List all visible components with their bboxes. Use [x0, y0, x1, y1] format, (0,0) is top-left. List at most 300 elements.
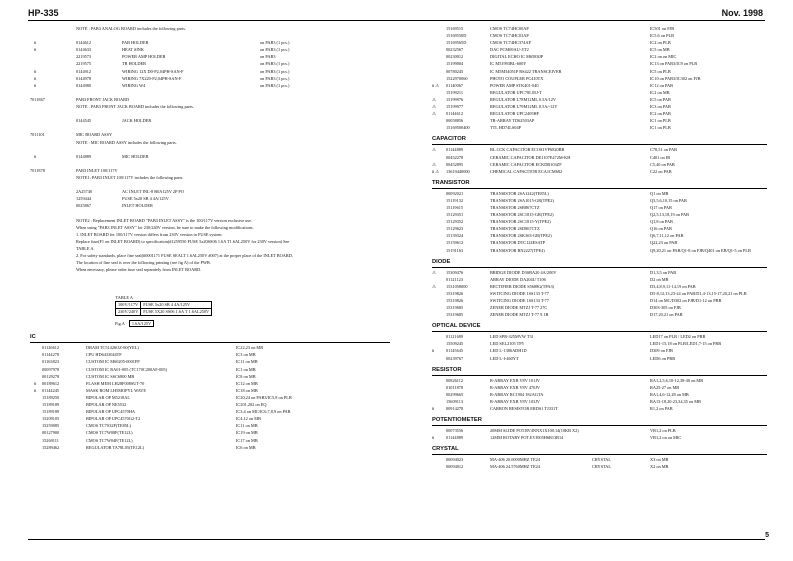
section-title: DIODE: [432, 258, 451, 265]
parts-row: [30, 117, 390, 124]
part-number: 00094023: [446, 457, 464, 463]
description: SWITCING DIODE 1SS133 T-77: [490, 290, 549, 296]
note-text: NOTE : MIC BOARD ASSY includes the following parts.: [76, 139, 177, 145]
reference: D2 on MB: [650, 276, 669, 282]
reference: on PAB3 (1 pcs.): [260, 40, 290, 46]
mark: #: [34, 82, 37, 88]
page-header-date: Nov. 1998: [721, 8, 763, 18]
section-title: RESISTOR: [432, 366, 462, 373]
parts-row: [30, 422, 390, 429]
parts-row: [30, 394, 390, 401]
description: DAC PCM69AU-J/T2: [490, 47, 529, 53]
parts-row: [30, 103, 390, 110]
note-text: 1. INLET BOARD for 100/117V version differs from 230V version in FUSE system.: [76, 231, 223, 237]
reference: on PAB3 (1 pcs.): [260, 68, 290, 74]
section-rule: [30, 342, 390, 343]
description: CERAMIC CAPACITOR ECKDB103ZF: [490, 161, 562, 167]
part-number: 0144612: [76, 40, 92, 46]
reference: LED6 on PRB: [650, 355, 676, 361]
description: TRANSISTOR 2SC1815-GR(TPE2): [490, 212, 554, 218]
section-rule: [432, 425, 767, 426]
type: CRYSTAL: [592, 457, 611, 463]
description: ZENER DIODE MTZJ T-77 9.1B: [490, 312, 549, 318]
description: DRAM TC51426OZ-60(YEL): [86, 345, 139, 351]
description: PAB HOLDER: [122, 40, 149, 46]
parts-row: [432, 211, 767, 218]
parts-row: [432, 146, 767, 153]
parts-row: [30, 75, 390, 82]
mark: #: [34, 153, 37, 159]
mark: # ⚠: [432, 82, 440, 88]
description: WIRING 12X D0-P2,04PH-SAN-F: [122, 68, 184, 74]
part-number: 01121123: [446, 276, 463, 282]
part-number: 00189612: [42, 380, 60, 386]
parts-row: [432, 304, 767, 311]
table-cell: FUSE 5x20 SB 4 4A/125V: [141, 302, 212, 309]
parts-row: [432, 161, 767, 168]
reference: on PAB3 (1 pcs.): [260, 47, 290, 53]
part-number: 1531058000: [446, 283, 468, 289]
description: R-ARRAY EXB V8V 103JV: [490, 398, 541, 404]
part-number: 15119132: [446, 197, 464, 203]
part-number: 01163823: [42, 359, 60, 365]
mark: ⚠: [432, 283, 436, 289]
part-number: 01144245: [42, 387, 60, 393]
reference: Q22,23 on PAB: [650, 240, 678, 246]
part-number: 15169500400: [446, 125, 470, 131]
description: CMOS TC74HC03AP: [490, 33, 529, 39]
reference: D309 on FJB: [650, 348, 673, 354]
reference: VR1,2 on on MIC: [650, 435, 682, 441]
reference: Q17 on PAB: [650, 204, 672, 210]
part-number: 0144545: [76, 118, 92, 124]
mark: #: [432, 348, 435, 354]
parts-row: [30, 53, 390, 60]
parts-row: [432, 117, 767, 124]
reference: IC5,6 on PLB: [650, 33, 674, 39]
parts-row: [30, 110, 390, 117]
mark: #: [432, 406, 435, 412]
note-text: PAB3 INLET 100/117V: [76, 167, 118, 173]
reference: IC12 on MB: [236, 380, 258, 386]
parts-row: [432, 190, 767, 197]
part-number: 0025867: [76, 203, 92, 209]
part-number: 0144889: [76, 153, 92, 159]
part-number: 0144978: [76, 75, 92, 81]
reference: IC3,4 on MC/IC6,7,8,9 on PAB: [236, 409, 291, 415]
part-number: 15319826: [446, 290, 464, 296]
part-number: 0144912: [76, 68, 92, 74]
reference: RA1,4,6-12,28 on MB: [650, 391, 689, 397]
description: TR HOLDER: [122, 61, 146, 67]
description: R-ARRAY EXB V8V 101JV: [490, 377, 541, 383]
description: REGULATOR TA78L05(TE12L): [86, 444, 145, 450]
parts-row: [432, 204, 767, 211]
header-rule: [28, 20, 765, 21]
reference: D17,20,21 on PAB: [650, 312, 683, 318]
parts-row: [30, 32, 390, 39]
part-number: 00230012: [446, 54, 464, 60]
note-text: TABLE A.: [76, 245, 95, 251]
table-cell: FUSE 5X20 SS06 1.6A T 1.6AL250V: [141, 309, 212, 316]
parts-row: [30, 89, 390, 96]
reference: IC1 on MB: [236, 366, 256, 372]
reference: IC1 on PLB: [650, 118, 671, 124]
part-number: 15319685: [446, 312, 464, 318]
part-number: 15269111: [42, 437, 59, 443]
table-row: [116, 302, 212, 309]
parts-row: [432, 297, 767, 304]
description: TRANSISTOR RN2227(TPE4): [490, 247, 545, 253]
reference: C78,51 on PAB: [650, 147, 677, 153]
reference: on PAB3 (1 pcs.): [260, 75, 290, 81]
parts-row: [30, 96, 390, 103]
parts-row: [432, 427, 767, 434]
section-title-ic: IC: [30, 334, 36, 341]
part-number: 15209105: [42, 416, 60, 422]
reference: IC1 on PLB: [650, 125, 671, 131]
reference: X3 on MB: [650, 457, 669, 463]
description: MIC HOLDER: [122, 153, 149, 159]
parts-row: [432, 53, 767, 60]
section-rule: [432, 267, 767, 268]
mark: ⚠: [432, 161, 436, 167]
part-number: 00094012: [446, 464, 464, 470]
part-number: 15509245: [446, 341, 464, 347]
part-number: 15169515: [446, 26, 464, 31]
part-number: 01121689: [446, 334, 464, 340]
reference: Q2,5,13,18,19 on PAB: [650, 212, 689, 218]
fig-a-label: Fig.A: [115, 321, 125, 327]
part-number: 15129352: [446, 219, 464, 225]
description: CARBON RESISTOR ERDS1 TJ331T: [490, 406, 558, 412]
parts-row: [30, 366, 390, 373]
part-number: 00239767: [446, 355, 464, 361]
reference: LED1-15,18 on PLB/LED1,7-15 on PRB: [650, 341, 722, 347]
reference: D3,4,8,9,11-14,19 on PAB: [650, 283, 696, 289]
parts-row: [30, 160, 390, 167]
part-number: 01144612: [446, 111, 464, 117]
description: CMOS TC7W08F(TE12L): [86, 430, 133, 436]
reference: Q16 on PAB: [650, 226, 672, 232]
parts-row: [432, 225, 767, 232]
reference: IC501 on FJB: [650, 26, 675, 31]
parts-row: [30, 188, 390, 195]
parts-row: [30, 82, 390, 89]
parts-row: [30, 195, 390, 202]
parts-row: [30, 202, 390, 209]
reference: IC201,202 on EQ: [236, 402, 267, 408]
mark: ⚠: [432, 147, 436, 153]
mark: # ⚠: [432, 168, 440, 174]
description: FUSE 5x20 SB 4 4A/125V: [122, 196, 169, 202]
parts-row: [30, 153, 390, 160]
parts-row: [432, 377, 767, 384]
parts-row: [432, 434, 767, 441]
part-number: 01144889: [446, 147, 464, 153]
parts-row: [30, 408, 390, 415]
reference: IC22,23 on MB: [236, 345, 264, 351]
description: R-ARRAY EXB V8V 470JV: [490, 384, 541, 390]
section-rule: [432, 188, 767, 189]
description: CMOS TC74HC374AP: [490, 40, 531, 46]
table-a-title: TABLE A: [115, 295, 133, 301]
reference: IC6 on MB: [236, 444, 256, 450]
reference: D14 on MC/D302 on FJB/D1-12 on PRB: [650, 298, 722, 303]
reference: IC11 on MB: [236, 359, 258, 365]
parts-row: [30, 380, 390, 387]
part-number: 15139324: [446, 233, 464, 239]
part-number: 00780245: [446, 68, 464, 74]
parts-row: [432, 463, 767, 470]
description: CUSTOM IC RA01-005 (TC170C200AF-005): [86, 366, 167, 372]
reference: Q1,8 on PAB: [650, 219, 673, 225]
assembly-number: 7011101: [30, 132, 45, 138]
parts-sections: [432, 134, 767, 470]
parts-row: [30, 146, 390, 153]
reference: X2 on MB: [650, 464, 669, 470]
part-number: 01126612: [42, 345, 60, 351]
parts-row: [30, 174, 390, 181]
part-number: 00127900: [42, 430, 60, 436]
parts-row: [432, 405, 767, 412]
note-text: MIC BOARD ASSY: [76, 132, 113, 138]
parts-row: [432, 290, 767, 297]
parts-row: [432, 232, 767, 239]
parts-row: [432, 89, 767, 96]
description: SWITCING DIODE 1SS133 T-77: [490, 298, 549, 303]
description: CERAMIC CAPACITOR DE1107E472M-KH: [490, 154, 571, 160]
description: TRANSISTOR 2SA1015-GR(TPE2): [490, 197, 554, 203]
parts-row: [30, 358, 390, 365]
parts-row: [30, 131, 390, 138]
section-title: CRYSTAL: [432, 446, 459, 453]
part-number: 15319685: [446, 305, 464, 311]
parts-row: [432, 168, 767, 175]
part-number: 00232567: [446, 47, 464, 53]
part-number: 00058856: [446, 118, 464, 124]
parts-row: [30, 238, 390, 245]
reference: Q9,20,21 on PAB/Q1-8 on FJB/Q401 on EB/Q1-5 on PLB: [650, 247, 751, 253]
reference: RA13-18,20-23,34,35 on MB: [650, 398, 701, 404]
part-number: 00097978: [42, 366, 60, 372]
parts-row: [432, 103, 767, 110]
description: INLET HOLDER: [122, 203, 153, 209]
parts-row: [30, 387, 390, 394]
section-title: CAPACITOR: [432, 136, 466, 143]
mark: #: [34, 40, 37, 46]
section-rule: [432, 331, 767, 332]
part-number: 00452895: [446, 161, 464, 167]
description: AC INLET INL-8 B0A125V 2P PO: [122, 189, 184, 195]
description: BRIDGE DIODE D3SBA20 4A/200V: [490, 269, 557, 275]
parts-row: [432, 340, 767, 347]
part-number: 15199211: [446, 89, 464, 95]
parts-row: [432, 239, 767, 246]
note-text: NOTE : PAB3 ANALOG BOARD includes the following parts.: [76, 26, 187, 31]
mark: #: [34, 387, 37, 393]
parts-row: [432, 384, 767, 391]
left-column: [30, 25, 390, 451]
parts-row: [432, 82, 767, 89]
parts-row: [432, 333, 767, 340]
part-number: 2219575: [76, 61, 92, 67]
parts-row: [432, 269, 767, 276]
reference: C401 on IB: [650, 154, 671, 160]
parts-row: [432, 391, 767, 398]
parts-row: [30, 46, 390, 53]
parts-row: [30, 181, 390, 188]
assembly-number: 7011878: [30, 167, 45, 173]
parts-row: [30, 167, 390, 174]
part-number: 01145645: [446, 348, 464, 354]
parts-row: [30, 217, 390, 224]
mark: #: [34, 75, 37, 81]
reference: IC18 on MB: [236, 387, 258, 393]
part-number: 01011878: [446, 384, 464, 390]
reference: Q1 on MB: [650, 190, 669, 196]
description: BIPOLAR OP UPC4570G2-T2: [86, 416, 141, 422]
description: MA-406 24.5760MHZ TE24: [490, 464, 540, 470]
parts-row: [432, 46, 767, 53]
section-rule: [432, 454, 767, 455]
page-number: 5: [765, 532, 769, 539]
reference: C5,40 on PAB: [650, 161, 675, 167]
reference: IC17 on MB: [236, 437, 258, 443]
ic-list: [30, 344, 390, 450]
description: TRANSISTOR 2SB867CTZ: [490, 204, 540, 210]
parts-row: [30, 245, 390, 252]
reference: IC2 on on MIC: [650, 54, 677, 60]
description: TRANSISTOR DTC124ESATP: [490, 240, 546, 246]
mark: ⚠: [432, 104, 436, 110]
part-number: 15189250: [42, 394, 60, 400]
parts-row: [432, 347, 767, 354]
parts-row: [432, 456, 767, 463]
parts-row: [432, 32, 767, 39]
description: MASK ROM LH5MOPYL WAVE: [86, 387, 146, 393]
parts-row: [432, 311, 767, 318]
section-title: OPTICAL DEVICE: [432, 323, 481, 330]
reference: IC4,12 on MB: [236, 416, 261, 422]
reference: IC2 on PLB: [650, 40, 671, 46]
part-number: 01144278: [42, 352, 60, 358]
description: IC M5M34051P RS422 TRANSCEIVER: [490, 68, 562, 74]
description: CMOS TC7S32F(TE85L): [86, 423, 131, 429]
reference: R1,2 on PAB: [650, 406, 673, 412]
description: DIGITAL ECHO IC M65830P: [490, 54, 544, 60]
part-number: 01140067: [446, 82, 464, 88]
ic-list-continued: [432, 25, 767, 131]
reference: IC20,24 on PAB3/IC5,8 on PLB: [236, 394, 292, 400]
reference: on PAB3: [260, 54, 276, 60]
part-number: 15309476: [446, 269, 464, 275]
mark: ⚠: [432, 96, 436, 102]
part-number: 15199977: [446, 104, 464, 110]
description: POWER AMP STK401-040: [490, 82, 539, 88]
description: TRANSISTOR 2SC1815-Y(TPE2): [490, 219, 551, 225]
description: R-ARRAY RC1904 182AGTA: [490, 391, 544, 397]
description: WIRING 7X220-P2,04PH-SAN-F: [122, 75, 182, 81]
part-number: 15189189: [42, 409, 60, 415]
description: BIPOLAR OP NE5532: [86, 402, 127, 408]
parts-row: [30, 373, 390, 380]
part-number: 15319826: [446, 298, 464, 303]
description: BL.CCK CAPACITOR ECOS1VP6820BB: [490, 147, 565, 153]
parts-row: [30, 60, 390, 67]
description: REGULATOR UPC2405HF: [490, 111, 539, 117]
table-row: [116, 309, 212, 316]
description: LED SPR-325MVW T31: [490, 334, 534, 340]
fig-a: [115, 319, 390, 329]
part-number: 0144633: [76, 47, 92, 53]
description: HEAT SINK: [122, 47, 145, 53]
assembly-number: 7011867: [30, 96, 45, 102]
parts-row: [432, 39, 767, 46]
reference: IC5 on MB: [650, 47, 670, 53]
description: CHEMICAL CAPACITOR ECA1CM682: [490, 168, 563, 174]
reference: LED17 on PLB / LED2 on PRB: [650, 334, 706, 340]
description: LED L-1386ADH1D: [490, 348, 527, 354]
description: 20MM SLIDE POT.RV4NNX1X100.14(10KB X2): [490, 428, 579, 434]
part-number: 15199976: [446, 96, 464, 102]
parts-row: [432, 283, 767, 290]
fig-a-box: 1.6A/125V: [129, 320, 154, 327]
reference: D5-8,12,13,23-24 on PAB/D1,4-13,15-17,20,21 on PLB: [650, 290, 747, 296]
reference: IC5 on PAB: [650, 96, 671, 102]
note-text: The location of fine seal is over the following printing (see fig A) of the PWB.: [76, 260, 211, 266]
description: CUSTOM IC M60205-0001FP: [86, 359, 140, 365]
parts-row: [30, 351, 390, 358]
description: POWER AMP HOLDER: [122, 54, 166, 60]
reference: RA25-27 on MB: [650, 384, 680, 390]
table-cell: 230V/240V: [116, 309, 141, 316]
reference: IC2 on PAB: [650, 111, 671, 117]
parts-row: [30, 429, 390, 436]
reference: IC10 on PAB3/IC302 on FJB: [650, 75, 701, 81]
reference: VR1,2 on PLB: [650, 428, 676, 434]
description: TRANSISTOR 2SK363-GR(TPE2): [490, 233, 552, 239]
parts-row: [30, 25, 390, 32]
description: CUSTOM IC SSC6800 MB: [86, 373, 135, 379]
parts-row: [30, 415, 390, 422]
part-number: 01144889: [446, 435, 464, 441]
parts-row: [432, 75, 767, 82]
reference: Q3,5,6,10,15 on PAB: [650, 197, 687, 203]
parts-row: [30, 231, 390, 238]
part-number: 00129278: [42, 373, 60, 379]
section-title: TRANSISTOR: [432, 179, 470, 186]
page-header-title: HP-335: [28, 8, 59, 18]
description: BIPOLAR OP M5218AL: [86, 394, 131, 400]
note-text: NOTE1: PAB3 INLET 100/117V includes the following parts.: [76, 174, 184, 180]
mark: #: [34, 68, 37, 74]
parts-row: [30, 252, 390, 259]
description: PHOTO COUPLER PC410TX: [490, 75, 544, 81]
parts-row: [432, 124, 767, 131]
part-number: 15169550D: [446, 33, 467, 39]
parts-row: [30, 224, 390, 231]
type: CRYSTAL: [592, 464, 611, 470]
reference: C22 on PAB: [650, 168, 672, 174]
part-number: 15289462: [42, 444, 60, 450]
reference: IC2 on MB: [650, 89, 670, 95]
description: REGULATOR L78M12ML 0.5A/12V: [490, 96, 557, 102]
part-number: 2A25740: [76, 189, 92, 195]
reference: IC8 on MB: [236, 373, 256, 379]
description: ARRAY DIODE DA204U T106: [490, 276, 546, 282]
description: REGULATOR UPC78L05J-T: [490, 89, 542, 95]
